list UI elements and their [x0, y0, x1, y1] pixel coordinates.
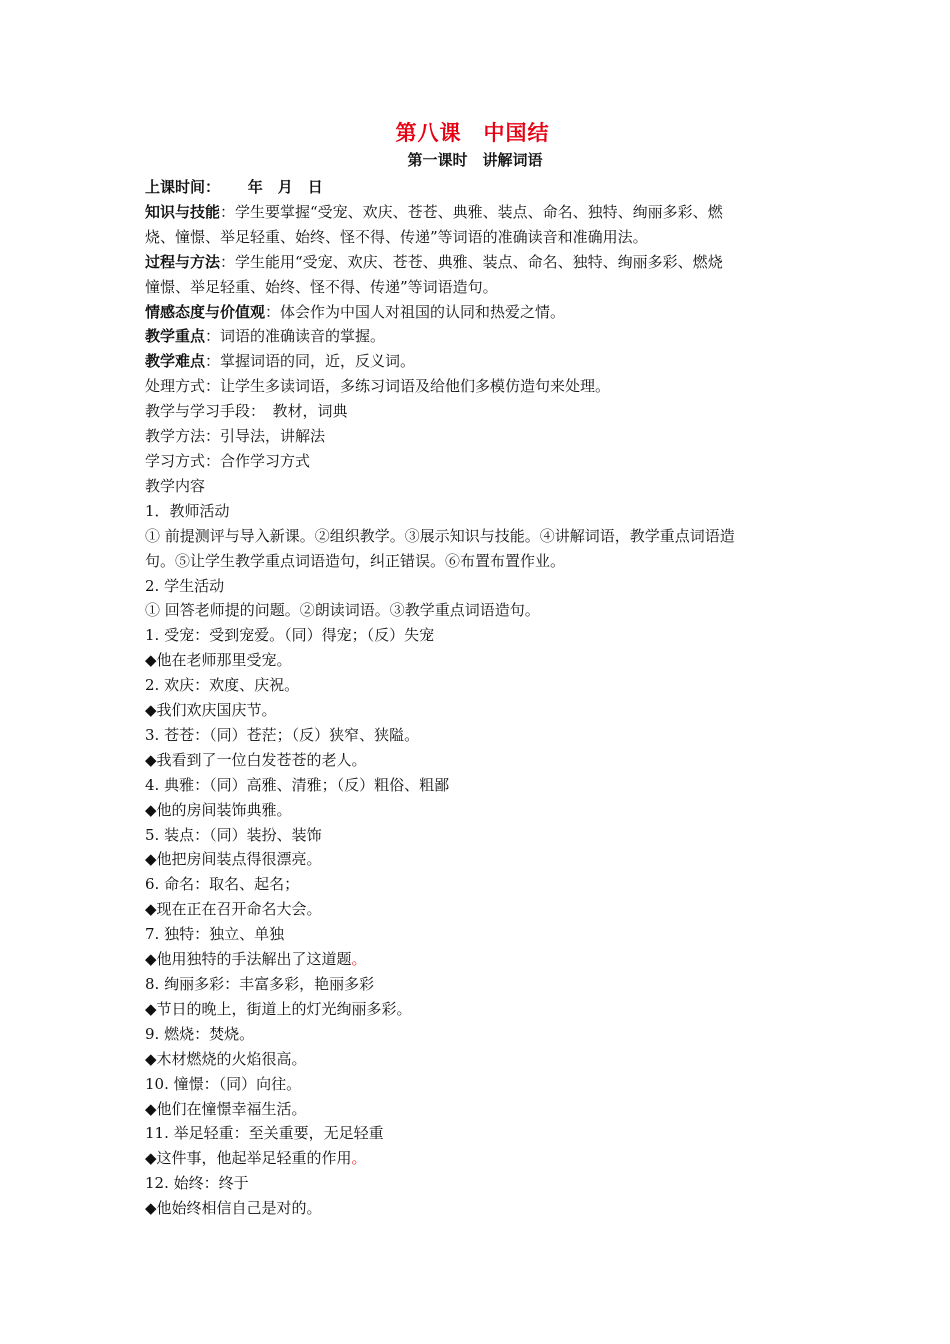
meta-line: 过程与方法：学生能用“受宠、欢庆、苍苍、典雅、装点、命名、独特、绚丽多彩、燃烧 [145, 252, 723, 271]
meta-line: 烧、憧憬、举足轻重、始终、怪不得、传递”等词语的准确读音和准确用法。 [145, 227, 648, 246]
word-example: ◆他把房间装点得很漂亮。 [145, 850, 322, 869]
word-example: ◆木材燃烧的火焰很高。 [145, 1049, 307, 1068]
word-example: ◆我们欢庆国庆节。 [145, 701, 277, 720]
word-definition: 4. 典雅：（同）高雅、清雅；（反）粗俗、粗鄙 [145, 775, 450, 794]
meta-label: 教学重点 [145, 327, 206, 346]
meta-line: 知识与技能：学生要掌握“受宠、欢庆、苍苍、典雅、装点、命名、独特、绚丽多彩、燃 [145, 202, 723, 221]
text-line: 教学方法：引导法，讲解法 [145, 427, 326, 446]
text-line: 处理方式：让学生多读词语，多练习词语及给他们多模仿造句来处理。 [145, 377, 611, 396]
meta-label: 过程与方法 [145, 252, 221, 271]
word-definition: 8. 绚丽多彩：丰富多彩，艳丽多彩 [145, 975, 375, 993]
meta-line: 情感态度与价值观：体会作为中国人对祖国的认同和热爱之情。 [145, 302, 566, 321]
word-example: ◆他的房间装饰典雅。 [145, 800, 292, 819]
word-example: ◆现在正在召开命名大会。 [145, 900, 322, 919]
meta-line: 憧憬、举足轻重、始终、怪不得、传递”等词语造句。 [145, 277, 498, 296]
text-line: 1．教师活动 [145, 501, 230, 520]
word-example: ◆这件事，他起举足轻重的作用。 [145, 1149, 367, 1168]
word-example: ◆我看到了一位白发苍苍的老人。 [145, 750, 367, 769]
meta-label: 知识与技能 [145, 202, 221, 221]
word-definition: 7. 独特：独立、单独 [145, 925, 285, 944]
text-line: 教学内容 [145, 476, 206, 495]
text-line: 教学与学习手段： 教材，词典 [145, 402, 348, 421]
text-line: 句。⑤让学生教学重点词语造句，纠正错误。⑥布置布置作业。 [145, 551, 566, 570]
word-definition: 12. 始终：终于 [145, 1174, 249, 1193]
document-page [145, 118, 810, 1221]
text-line: 学习方式：合作学习方式 [145, 451, 311, 470]
word-definition: 3. 苍苍：（同）苍茫；（反）狭窄、狭隘。 [145, 725, 420, 744]
meta-line: 教学重点：词语的准确读音的掌握。 [145, 327, 386, 346]
text-line: 2. 学生活动 [145, 576, 225, 595]
lesson-title: 第八课 中国结 [395, 120, 550, 145]
meta-label: 教学难点 [145, 352, 206, 371]
word-example: ◆他们在憧憬幸福生活。 [145, 1099, 307, 1118]
word-example: ◆他始终相信自己是对的。 [145, 1199, 322, 1218]
meta-line: 教学难点：掌握词语的同，近，反义词。 [145, 352, 416, 371]
lesson-subtitle: 第一课时 讲解词语 [407, 151, 543, 169]
meta-line: 上课时间： 年 月 日 [145, 178, 323, 196]
word-definition: 6. 命名：取名、起名； [145, 875, 300, 894]
word-definition: 2. 欢庆：欢度、庆祝。 [145, 676, 300, 695]
word-definition: 1. 受宠：受到宠爱。（同）得宠；（反）失宠 [145, 626, 435, 645]
word-example: ◆他用独特的手法解出了这道题。 [145, 950, 367, 969]
meta-label: 情感态度与价值观 [145, 302, 266, 321]
word-definition: 5. 装点：（同）装扮、装饰 [145, 825, 322, 844]
word-example: ◆节日的晚上，街道上的灯光绚丽多彩。 [145, 999, 412, 1018]
word-definition: 9. 燃烧：焚烧。 [145, 1024, 255, 1043]
text-line: ① 回答老师提的问题。②朗读词语。③教学重点词语造句。 [145, 601, 540, 620]
word-definition: 10. 憧憬：（同）向往。 [145, 1074, 302, 1093]
word-definition: 11. 举足轻重：至关重要，无足轻重 [145, 1124, 384, 1143]
text-line: ① 前提测评与导入新课。②组织教学。③展示知识与技能。④讲解词语，教学重点词语造 [145, 526, 735, 545]
meta-label: 上课时间： [145, 178, 213, 196]
word-example: ◆他在老师那里受宠。 [145, 651, 292, 670]
